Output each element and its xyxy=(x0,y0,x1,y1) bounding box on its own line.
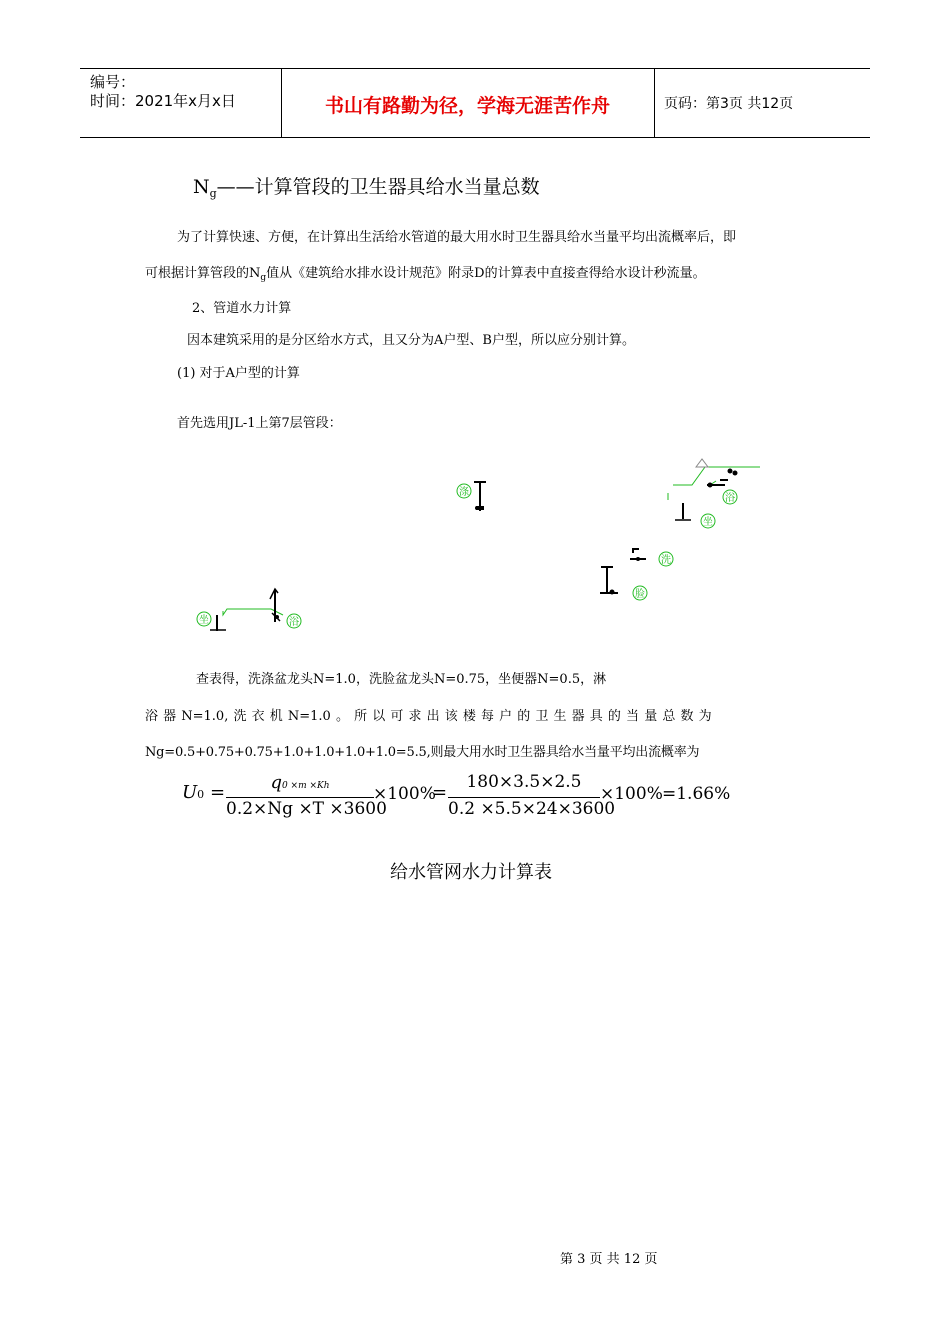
paragraph-line xyxy=(145,262,706,283)
label-face-basin xyxy=(633,586,647,600)
pipe-system-diagram xyxy=(190,455,760,640)
bath-fixture xyxy=(707,480,728,488)
ng-symbol: N xyxy=(193,176,210,198)
label-basin xyxy=(659,552,673,566)
ng-subscript: g xyxy=(209,187,217,200)
header-meta xyxy=(90,73,236,111)
ng-definition-text: ——计算管段的卫生器具给水当量总数 xyxy=(216,176,540,198)
paragraph-line: Ng=0.5+0.75+0.75+1.0+1.0+1.0+1.0=5.5,则最大用水时卫生器具给水当量平均出流概率为 xyxy=(145,745,700,760)
ng-definition xyxy=(193,172,540,200)
label-wash-sink xyxy=(457,484,471,498)
svg-text:涤: 涤 xyxy=(459,487,469,498)
svg-text:洗: 洗 xyxy=(661,555,671,566)
shower-fixture-left xyxy=(270,589,280,622)
paragraph-line: 因本建筑采用的是分区给水方式，且又分为A户型、B户型，所以应分别计算。 xyxy=(187,333,635,348)
svg-text:坐: 坐 xyxy=(199,615,209,626)
formula-times-100: ×100% xyxy=(600,784,663,804)
section-heading: 2、管道水力计算 xyxy=(192,301,292,316)
subsection-heading: (1) 对于A户型的计算 xyxy=(177,366,300,381)
toilet-fixture-left xyxy=(210,615,226,631)
face-basin-fixture xyxy=(600,567,618,595)
formula-equals: = xyxy=(432,782,448,803)
header-page-number: 页码：第3页 共12页 xyxy=(664,96,794,112)
paragraph-line: 浴 器 N=1.0, 洗 衣 机 N=1.0 。 所 以 可 求 出 该 楼 每 户 的 卫 生 器 具 的 当 量 总 数 为 xyxy=(145,709,712,724)
fraction-numerator: 180×3.5×2.5 xyxy=(466,772,582,792)
svg-text:浴: 浴 xyxy=(289,617,299,628)
page-header xyxy=(80,68,870,138)
svg-text:脸: 脸 xyxy=(635,589,645,600)
paragraph-line: 首先选用JL-1上第7层管段： xyxy=(177,416,342,431)
document-number-label: 编号： xyxy=(90,73,136,91)
svg-text:坐: 坐 xyxy=(703,517,713,528)
label-toilet-right xyxy=(701,514,715,528)
page-footer: 第 3 页 共 12 页 xyxy=(560,1252,658,1267)
document-time-label: 时间：2021年x月x日 xyxy=(90,92,236,110)
basin-fixture xyxy=(630,549,646,561)
fraction-bar xyxy=(448,797,600,798)
subscript: g xyxy=(260,273,267,283)
svg-text:浴: 浴 xyxy=(725,493,735,504)
label-toilet-left xyxy=(197,612,211,626)
formula-lhs: U0 xyxy=(182,782,205,803)
pipe-line xyxy=(673,467,760,485)
pipe-line xyxy=(223,609,271,615)
paragraph-text: 可根据计算管段的N xyxy=(145,266,261,281)
paragraph-text: 值从《建筑给水排水设计规范》附录D的计算表中直接查得给水设计秒流量。 xyxy=(266,266,706,281)
fraction-denominator: 0.2 ×5.5×24×3600 xyxy=(448,799,616,819)
table-title: 给水管网水力计算表 xyxy=(390,862,552,883)
paragraph-line: 查表得，洗涤盆龙头N=1.0，洗脸盆龙头N=0.75，坐便器N=0.5，淋 xyxy=(196,672,607,687)
wash-sink-fixture xyxy=(474,482,486,511)
label-shower-left xyxy=(287,614,301,628)
paragraph-line: 为了计算快速、方便，在计算出生活给水管道的最大用水时卫生器具给水当量平均出流概率后，即 xyxy=(177,230,737,245)
formula-times-100: ×100% xyxy=(373,784,436,804)
fraction-numerator: q0 ×m ×Kh xyxy=(270,772,330,793)
label-bath-right xyxy=(723,490,737,504)
toilet-fixture xyxy=(675,503,691,520)
probability-formula xyxy=(182,772,742,826)
fraction-bar xyxy=(226,797,374,798)
formula-equals: = xyxy=(210,782,226,803)
header-divider xyxy=(654,69,655,137)
header-motto: 书山有路勤为径，学海无涯苦作舟 xyxy=(324,95,610,117)
fraction-denominator: 0.2×Ng ×T ×3600 xyxy=(226,799,387,819)
formula-result: =1.66% xyxy=(662,784,731,804)
